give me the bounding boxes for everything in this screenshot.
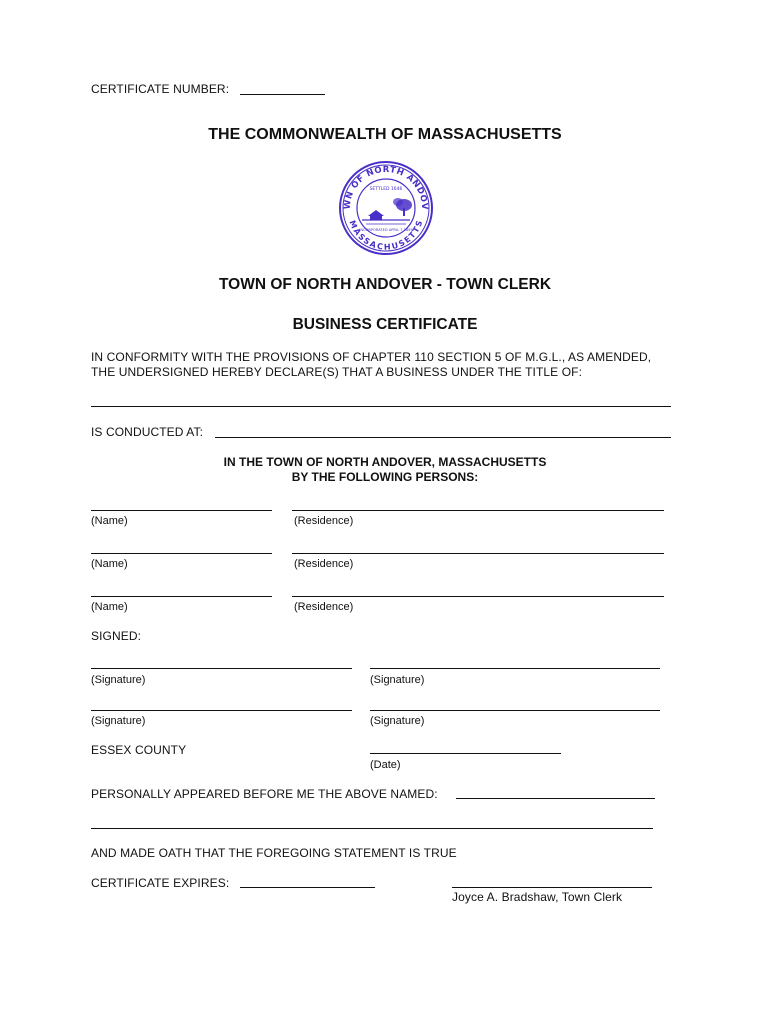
person-2-residence-label: (Residence) (294, 558, 354, 570)
person-1-name-field[interactable] (91, 510, 272, 511)
person-1-residence-label: (Residence) (294, 515, 354, 527)
town-seal (338, 160, 434, 256)
signature-2-label: (Signature) (370, 674, 425, 686)
certificate-expires-label: CERTIFICATE EXPIRES: (91, 876, 230, 890)
town-clerk-title: TOWN OF NORTH ANDOVER - TOWN CLERK (218, 276, 552, 293)
person-2-residence-field[interactable] (292, 553, 664, 554)
certificate-number-field[interactable] (240, 94, 325, 95)
person-3-name-label: (Name) (91, 601, 128, 613)
appeared-name-field-2[interactable] (91, 828, 653, 829)
town-clerk-name: Joyce A. Bradshaw, Town Clerk (452, 890, 623, 904)
conducted-at-field[interactable] (215, 437, 671, 438)
signature-4-label: (Signature) (370, 715, 425, 727)
person-2-name-label: (Name) (91, 558, 128, 570)
date-label: (Date) (370, 759, 401, 771)
conformity-line-1: IN CONFORMITY WITH THE PROVISIONS OF CHAPTER 110 SECTION 5 OF M.G.L., AS AMENDED, (91, 350, 652, 364)
person-3-residence-field[interactable] (292, 596, 664, 597)
town-clerk-signature-field[interactable] (452, 887, 652, 888)
town-seal-icon (338, 160, 434, 256)
signature-1-label: (Signature) (91, 674, 146, 686)
oath-statement: AND MADE OATH THAT THE FOREGOING STATEMENT IS TRUE (91, 846, 457, 860)
svg-text:TOWN OF NORTH ANDOVER (338, 160, 429, 210)
date-field[interactable] (370, 753, 561, 754)
person-2-name-field[interactable] (91, 553, 272, 554)
location-line-2: BY THE FOLLOWING PERSONS: (291, 470, 479, 484)
location-line-1: IN THE TOWN OF NORTH ANDOVER, MASSACHUSETTS (223, 455, 547, 469)
conformity-line-2: THE UNDERSIGNED HEREBY DECLARE(S) THAT A BUSINESS UNDER THE TITLE OF: (91, 365, 583, 379)
person-3-name-field[interactable] (91, 596, 272, 597)
appeared-name-field-1[interactable] (456, 798, 655, 799)
signature-1-field[interactable] (91, 668, 352, 669)
seal-top-text: WN OF NORTH ANDOV (342, 165, 430, 211)
seal-incorporated-text: INCORPORATED APRIL 7 1855 (359, 228, 413, 232)
signature-4-field[interactable] (370, 710, 660, 711)
certificate-expires-field[interactable] (240, 887, 375, 888)
person-3-residence-label: (Residence) (294, 601, 354, 613)
conducted-at-label: IS CONDUCTED AT: (91, 425, 204, 439)
signed-label: SIGNED: (91, 629, 142, 643)
person-1-name-label: (Name) (91, 515, 128, 527)
person-1-residence-field[interactable] (292, 510, 664, 511)
certificate-number-label: CERTIFICATE NUMBER: (91, 82, 230, 96)
signature-3-label: (Signature) (91, 715, 146, 727)
seal-settled-text: SETTLED 1646 (369, 187, 403, 192)
seal-bottom-text: MASSACHUSETTS (347, 219, 425, 252)
personally-appeared-label: PERSONALLY APPEARED BEFORE ME THE ABOVE NAMED: (91, 787, 438, 801)
commonwealth-title: THE COMMONWEALTH OF MASSACHUSETTS (208, 126, 562, 143)
business-title-field[interactable] (91, 406, 671, 407)
signature-3-field[interactable] (91, 710, 352, 711)
signature-2-field[interactable] (370, 668, 660, 669)
business-certificate-title: BUSINESS CERTIFICATE (292, 316, 478, 333)
essex-county-label: ESSEX COUNTY (91, 743, 187, 757)
